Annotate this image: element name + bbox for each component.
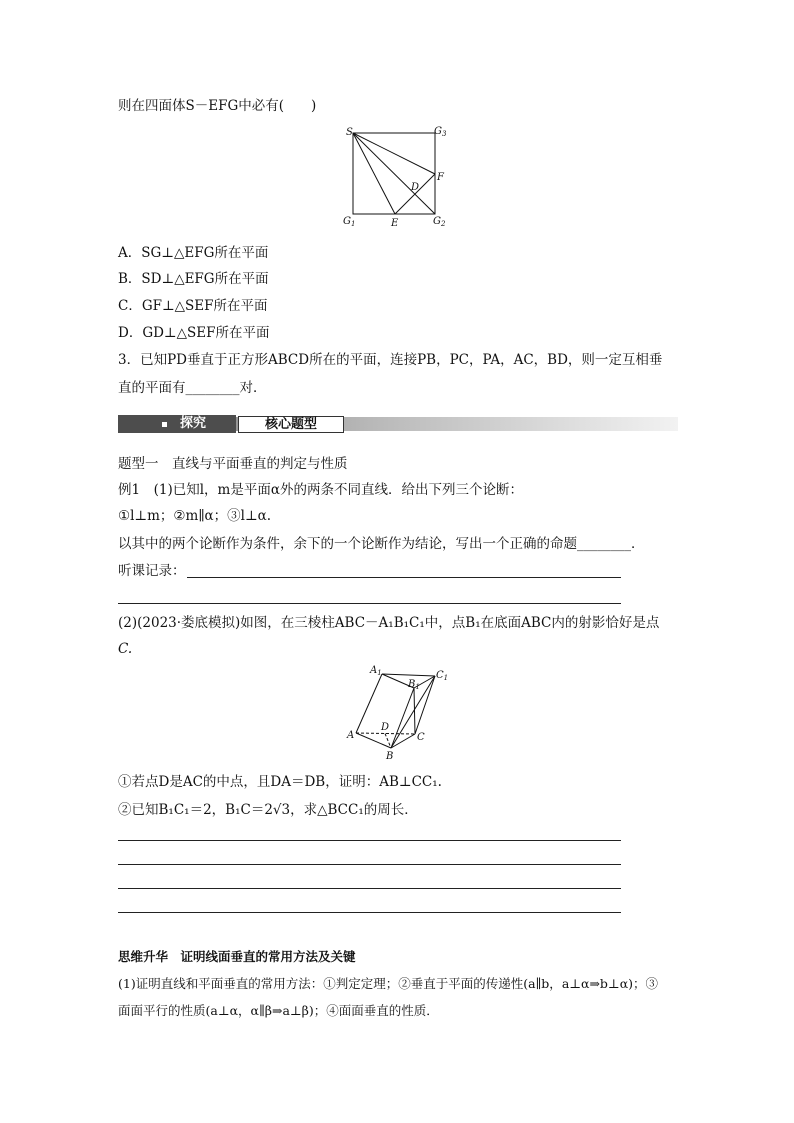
label-A1: $A_1$: [370, 665, 382, 677]
label-C: C: [417, 732, 425, 743]
label-B: B: [386, 751, 394, 762]
answer-line[interactable]: [118, 888, 621, 889]
answer-line[interactable]: [118, 864, 621, 865]
example-1-line1: 例1 (1)已知l，m是平面α外的两条不同直线．给出下列三个论断：: [118, 482, 523, 498]
example-1-line2: ①l⊥m；②m∥α；③l⊥α.: [118, 508, 272, 524]
option-c: C．GF⊥△SEF所在平面: [118, 298, 268, 314]
label-G2: $G_2$: [433, 216, 446, 228]
summary-line1: (1)证明直线和平面垂直的常用方法：①判定定理；②垂直于平面的传递性(a∥b，a⊥α⇒b⊥α)；③: [118, 976, 659, 991]
tetrahedron-figure: [336, 122, 466, 234]
section-banner: [118, 415, 678, 433]
label-D: D: [411, 182, 420, 193]
question-3-line1: 3．已知PD垂直于正方形ABCD所在的平面，连接PB，PC，PA，AC，BD，则一定互相垂: [118, 352, 663, 368]
option-a: A．SG⊥△EFG所在平面: [118, 245, 269, 261]
example-1-2-line2: C.: [118, 641, 133, 657]
summary-line2: 面面平行的性质(a⊥α，α∥β⇒a⊥β)；④面面垂直的性质．: [118, 1003, 439, 1018]
example-1-line3: 以其中的两个论断作为条件，余下的一个论断作为结论，写出一个正确的命题________．: [118, 536, 645, 552]
banner-tag: 探究: [118, 415, 236, 433]
prism-figure: [344, 662, 456, 770]
answer-line[interactable]: [118, 603, 621, 604]
question-3-line2: 直的平面有________对．: [118, 380, 267, 396]
label-A: A: [347, 730, 355, 741]
subquestion-1: ①若点D是AC的中点，且DA＝DB，证明：AB⊥CC₁.: [118, 774, 442, 790]
label-G3: $G_3$: [434, 126, 447, 138]
answer-line[interactable]: [118, 912, 621, 913]
subquestion-2: ②已知B₁C₁＝2，B₁C＝2√3，求△BCC₁的周长．: [118, 802, 418, 818]
question-stem: 则在四面体S－EFG中必有( ): [118, 98, 317, 114]
label-F: F: [437, 172, 444, 183]
example-1-2-line1: (2)(2023·娄底模拟)如图，在三棱柱ABC－A₁B₁C₁中，点B₁在底面ABC内的射影恰好是点: [118, 615, 660, 631]
label-G1: $G_1$: [343, 216, 356, 228]
answer-line[interactable]: [187, 577, 621, 578]
type-title: 题型一 直线与平面垂直的判定与性质: [118, 456, 348, 472]
label-D: D: [381, 722, 390, 733]
answer-line[interactable]: [118, 840, 621, 841]
banner-title: 核心题型: [238, 416, 344, 433]
option-d: D．GD⊥△SEF所在平面: [118, 325, 270, 341]
label-C1: $C_1$: [436, 670, 449, 682]
label-E: E: [391, 218, 399, 229]
summary-title: 思维升华 证明线面垂直的常用方法及关键: [118, 949, 356, 964]
option-b: B．SD⊥△EFG所在平面: [118, 271, 269, 287]
label-B1: $B_1$: [408, 679, 420, 691]
notes-label: 听课记录：: [118, 563, 186, 579]
label-S: S: [346, 127, 353, 138]
